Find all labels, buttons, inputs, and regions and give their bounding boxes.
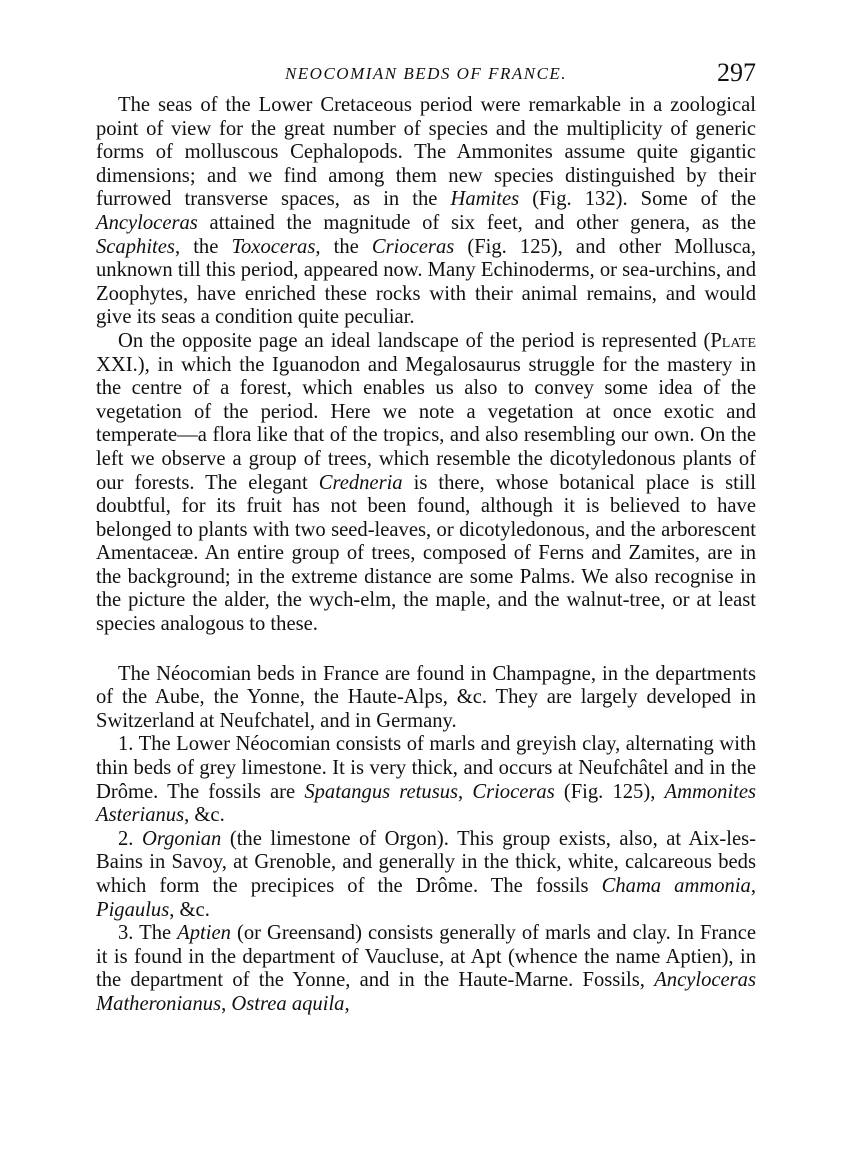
page-number: 297 bbox=[717, 58, 756, 87]
genus-name: Credneria bbox=[318, 471, 403, 494]
paragraph-cephalopods: The seas of the Lower Cretaceous period were remarkable in a zoological point of view for the great number of species and the multiplicity of generic forms of molluscous Cephalopods. The Ammonites assume quite gigantic dimensions; and we find among them new species distinguished by their furrowed transverse spaces, as in the Hamites (Fig. 132). Some of the Ancyloceras attained the magnitude of six feet, and other genera, as the Scaphites, the Toxoceras, the Crioceras (Fig. 125), and other Mollusca, unknown till this period, appeared now. Many Echinoderms, or sea-urchins, and Zoophytes, have enriched these rocks with their animal remains, and would give its seas a condition quite peculiar. bbox=[96, 94, 756, 329]
genus-name: Crioceras bbox=[472, 780, 555, 803]
species-name: Ancyloceras Matheronianus bbox=[96, 969, 756, 1015]
plate-reference: Plate bbox=[710, 329, 756, 352]
genus-name: Ancyloceras bbox=[96, 211, 198, 234]
genus-name: Toxoceras bbox=[231, 235, 316, 258]
genus-name: Crioceras bbox=[371, 235, 455, 258]
paragraph-landscape: On the opposite page an ideal landscape of the period is represented (Plate XXI.), in which the Iguanodon and Megalosaurus struggle for the mastery in the centre of a forest, which enables us also to convey some idea of the vegetation of the period. Here we note a vegetation at once exotic and temperate—a flora like that of the tropics, and also resembling our own. On the left we observe a group of trees, which resemble the dicotyledonous plants of our forests. The elegant Credneria is there, whose botanical place is still doubtful, for its fruit has not been found, although it is believed to have belonged to plants with two seed-leaves, or dicotyledonous, and the arborescent Amentaceæ. An entire group of trees, composed of Ferns and Zamites, are in the background; in the extreme distance are some Palms. We also recognise in the picture the alder, the wych-elm, the maple, and the walnut-tree, or at least species analogous to these. bbox=[96, 329, 756, 636]
species-name: Ostrea aquila bbox=[231, 992, 345, 1015]
section-gap bbox=[96, 637, 756, 663]
species-name: Chama ammonia bbox=[601, 875, 751, 897]
book-page bbox=[96, 58, 756, 1017]
stage-name: Orgonian bbox=[141, 827, 222, 850]
paragraph-orgonian: 2. Orgonian (the limestone of Orgon). This group exists, also, at Aix-les-Bains in Savoy, at Grenoble, and generally in the thick, white, calcareous beds which form the precipices of the Drôme. The fossils Chama ammonia, Pigaulus, &c. bbox=[96, 827, 757, 921]
genus-name: Hamites bbox=[450, 188, 520, 211]
running-title: NEOCOMIAN BEDS OF FRANCE. bbox=[284, 64, 568, 83]
genus-name: Scaphites bbox=[96, 235, 175, 258]
genus-name: Pigaulus bbox=[96, 898, 170, 921]
paragraph-lower-neocomian: 1. The Lower Néocomian consists of marls and greyish clay, alternating with thin beds of grey limestone. It is very thick, and occurs at Neufchâtel and in the Drôme. The fossils are Spatangus retusus, Crioceras (Fig. 125), Ammonites Asterianus, &c. bbox=[96, 733, 757, 827]
species-name: Ammonites Asterianus bbox=[96, 780, 757, 827]
paragraph-neocomian-beds: The Néocomian beds in France are found in Champagne, in the departments of the Aube, the Yonne, the Haute-Alps, &c. They are largely developed in Switzerland at Neufchatel, and in Germany. bbox=[96, 662, 756, 732]
species-name: Spatangus retusus bbox=[304, 780, 459, 803]
stage-name: Aptien bbox=[177, 922, 231, 945]
paragraph-aptien: 3. The Aptien (or Greensand) consists generally of marls and clay. In France it is found in the department of Vaucluse, at Apt (whence the name Aptien), in the department of the Yonne, and in the Haute-Marne. Fossils, Ancyloceras Matheronianus, Ostrea aquila, bbox=[96, 922, 756, 1015]
running-head bbox=[96, 58, 756, 94]
